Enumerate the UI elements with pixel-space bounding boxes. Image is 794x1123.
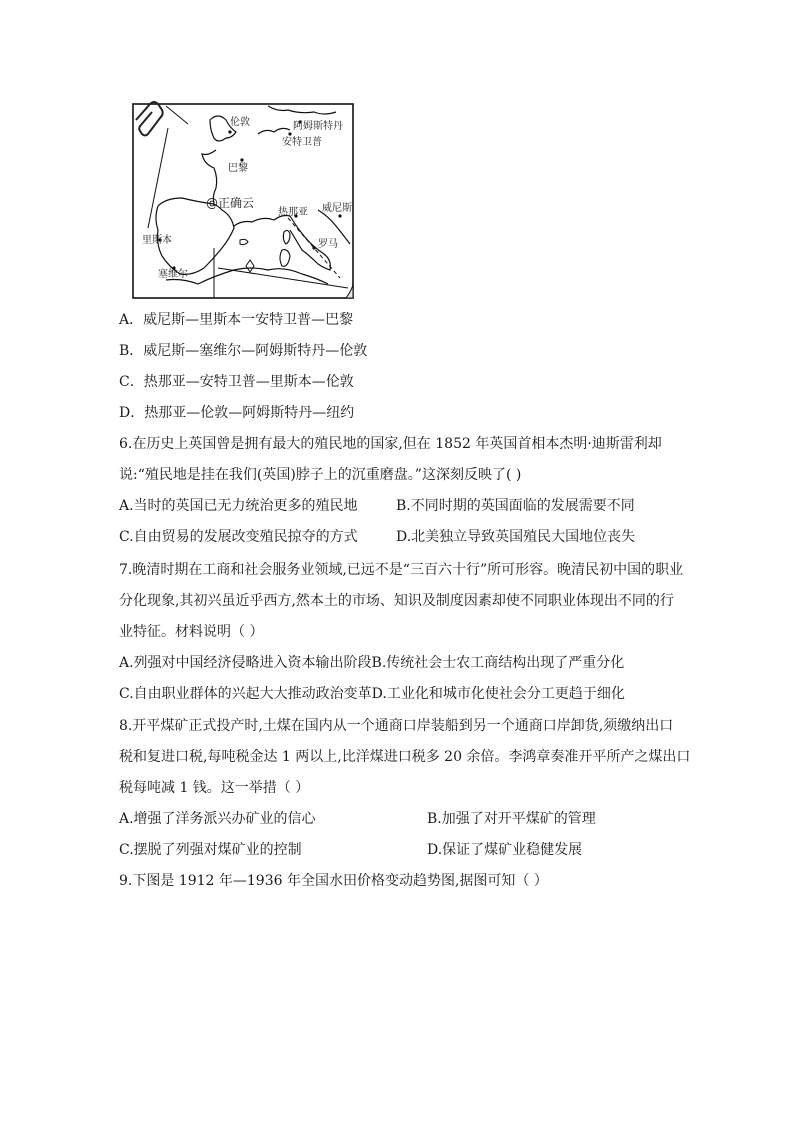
q8-stem-line-2: 税和复进口税,每吨税金达 1 两以上,比洋煤进口税多 20 余倍。李鸿章奏准开平所产之煤出口 (119, 749, 691, 765)
q6-option-c: C.自由贸易的发展改变殖民掠夺的方式 (119, 529, 358, 545)
q6-stem-line-1: 6.在历史上英国曾是拥有最大的殖民地的国家,但在 1852 年英国首相本杰明·迪斯雷利却 (119, 436, 662, 452)
map-label-genoa: 热那亚 (278, 207, 308, 218)
q8-stem-line-1: 8.开平煤矿正式投产时,土煤在国内从一个通商口岸装船到另一个通商口岸卸货,须缴纳出口 (119, 718, 674, 734)
map-label-venice: 威尼斯 (322, 203, 352, 214)
map-label-antwerp: 安特卫普 (282, 137, 322, 148)
q7-stem-line-3: 业特征。材料说明（ ） (119, 624, 264, 640)
map-label-seville: 塞维尔 (158, 269, 188, 280)
q6-option-d: D.北美独立导致英国殖民大国地位丧失 (396, 529, 636, 545)
map-label-london: 伦敦 (230, 117, 250, 128)
map-label-paris: 巴黎 (228, 163, 248, 174)
q8-option-c: C.摆脱了列强对煤矿业的控制 (119, 842, 302, 858)
q7-stem-line-1: 7.晚清时期在工商和社会服务业领域,已远不是“三百六十行”所可形容。晚清民初中国的职业 (119, 562, 684, 578)
q5-option-a: A．威尼斯—里斯本一安特卫普—巴黎 (119, 312, 354, 328)
q8-stem-line-3: 税每吨减 1 钱。这一举措（ ） (119, 780, 310, 796)
q6-options-row-2 (119, 529, 636, 545)
q8-options-row-1 (119, 811, 596, 827)
q7-options-ab: A.列强对中国经济侵略进入资本输出阶段B.传统社会士农工商结构出现了严重分化 (119, 655, 625, 671)
q9-stem-line-1: 9.下图是 1912 年—1936 年全国水田价格变动趋势图,据图可知（ ） (119, 873, 548, 889)
q6-stem-line-2: 说:“殖民地是挂在我们(英国)脖子上的沉重磨盘。”这深刻反映了( ) (119, 467, 522, 483)
q5-option-c: C．热那亚—安特卫普—里斯本—伦敦 (119, 374, 354, 390)
q5-option-d: D．热那亚—伦敦—阿姆斯特丹—纽约 (119, 405, 355, 421)
q8-option-d: D.保证了煤矿业稳健发展 (427, 842, 583, 858)
map-watermark: @正确云 (206, 196, 255, 210)
map-label-amsterdam: 阿姆斯特丹 (293, 121, 343, 132)
q7-stem-line-2: 分化现象,其初兴虽近乎西方,然本土的市场、知识及制度因素却使不同职业体现出不同的行 (119, 593, 674, 609)
q6-option-a: A.当时的英国已无力统治更多的殖民地 (119, 498, 358, 514)
map-label-lisbon: 里斯本 (142, 235, 172, 246)
q7-options-cd: C.自由职业群体的兴起大大推动政治变革D.工业化和城市化使社会分工更趋于细化 (119, 686, 625, 702)
q5-option-b: B．威尼斯—塞维尔—阿姆斯特丹—伦敦 (119, 343, 368, 359)
q6-option-b: B.不同时期的英国面临的发展需要不同 (396, 498, 635, 514)
q8-option-b: B.加强了对开平煤矿的管理 (427, 811, 596, 827)
q8-option-a: A.增强了洋务派兴办矿业的信心 (119, 811, 316, 827)
q8-options-row-2 (119, 842, 583, 858)
q6-options-row-1 (119, 498, 635, 514)
map-label-rome: 罗马 (318, 239, 338, 250)
europe-map-figure (118, 98, 358, 300)
